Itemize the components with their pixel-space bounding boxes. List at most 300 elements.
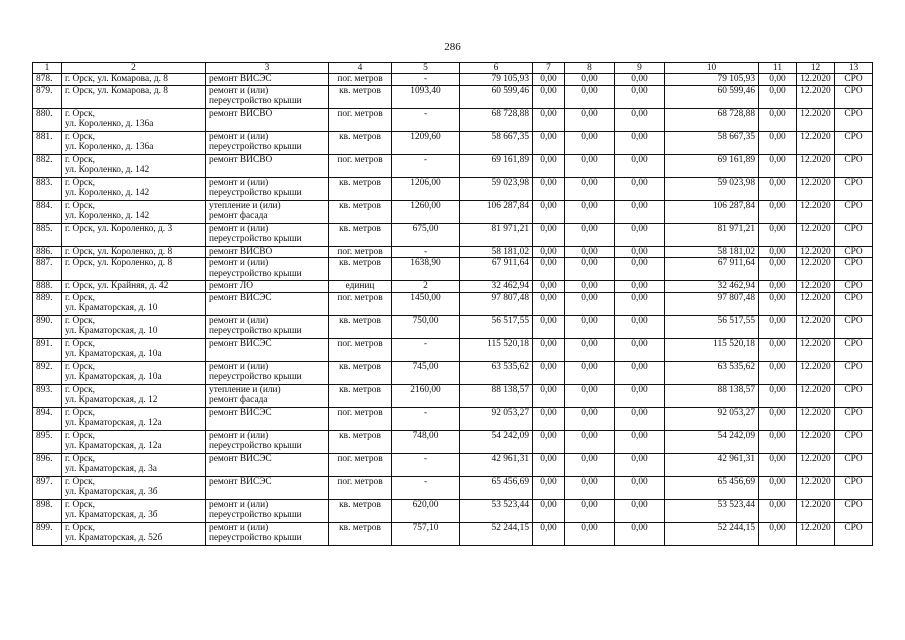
fund-other-cell: 0,00 (759, 154, 797, 177)
deadline-cell: 12.2020 (797, 223, 835, 246)
unit-cell: пог. метров (329, 108, 392, 131)
row-number-cell: 893. (33, 384, 62, 407)
cost-total-cell: 56 517,55 (460, 315, 533, 338)
row-number-cell: 890. (33, 315, 62, 338)
deadline-cell: 12.2020 (797, 361, 835, 384)
volume-cell: - (392, 154, 460, 177)
column-number-cell: 6 (460, 63, 533, 74)
column-number-cell: 3 (206, 63, 329, 74)
contractor-cell: СРО (835, 384, 873, 407)
fund-other-cell: 0,00 (759, 338, 797, 361)
address-cell: г. Орск, ул. Короленко, д. 8 (62, 246, 206, 258)
volume-cell: 757,10 (392, 522, 460, 545)
address-cell: г. Орск, ул. Короленко, д. 136а (62, 108, 206, 131)
fund-local-cell: 0,00 (615, 430, 665, 453)
cost-total-cell: 63 535,62 (460, 361, 533, 384)
unit-cell: пог. метров (329, 292, 392, 315)
column-number-cell: 12 (797, 63, 835, 74)
deadline-cell: 12.2020 (797, 281, 835, 293)
fund-federal-cell: 0,00 (533, 258, 565, 281)
row-number-cell: 888. (33, 281, 62, 293)
table-row (33, 499, 873, 522)
contractor-cell: СРО (835, 292, 873, 315)
work-type-cell: ремонт ВИСЭС (206, 74, 329, 86)
fund-regional-cell: 0,00 (565, 407, 615, 430)
row-number-cell: 879. (33, 85, 62, 108)
address-cell: г. Орск, ул. Комарова, д. 8 (62, 85, 206, 108)
unit-cell: пог. метров (329, 246, 392, 258)
fund-federal-cell: 0,00 (533, 476, 565, 499)
fund-local-cell: 0,00 (615, 522, 665, 545)
column-number-cell: 11 (759, 63, 797, 74)
address-cell: г. Орск, ул. Краматорская, д. 10 (62, 315, 206, 338)
row-number-cell: 891. (33, 338, 62, 361)
fund-other-cell: 0,00 (759, 177, 797, 200)
volume-cell: 1638,90 (392, 258, 460, 281)
work-type-cell: ремонт и (или) переустройство крыши (206, 499, 329, 522)
row-number-cell: 899. (33, 522, 62, 545)
contractor-cell: СРО (835, 246, 873, 258)
volume-cell: 1093,40 (392, 85, 460, 108)
fund-owners-cell: 115 520,18 (665, 338, 759, 361)
unit-cell: пог. метров (329, 74, 392, 86)
fund-local-cell: 0,00 (615, 154, 665, 177)
row-number-cell: 887. (33, 258, 62, 281)
table-row (33, 476, 873, 499)
deadline-cell: 12.2020 (797, 407, 835, 430)
address-cell: г. Орск, ул. Короленко, д. 142 (62, 177, 206, 200)
deadline-cell: 12.2020 (797, 258, 835, 281)
address-cell: г. Орск, ул. Краматорская, д. 12а (62, 407, 206, 430)
fund-regional-cell: 0,00 (565, 361, 615, 384)
row-number-cell: 896. (33, 453, 62, 476)
contractor-cell: СРО (835, 131, 873, 154)
fund-owners-cell: 59 023,98 (665, 177, 759, 200)
column-number-cell: 13 (835, 63, 873, 74)
address-cell: г. Орск, ул. Крайняя, д. 42 (62, 281, 206, 293)
deadline-cell: 12.2020 (797, 108, 835, 131)
contractor-cell: СРО (835, 258, 873, 281)
address-cell: г. Орск, ул. Короленко, д. 8 (62, 258, 206, 281)
contractor-cell: СРО (835, 476, 873, 499)
row-number-cell: 886. (33, 246, 62, 258)
fund-other-cell: 0,00 (759, 499, 797, 522)
address-cell: г. Орск, ул. Короленко, д. 136а (62, 131, 206, 154)
deadline-cell: 12.2020 (797, 338, 835, 361)
contractor-cell: СРО (835, 315, 873, 338)
row-number-cell: 894. (33, 407, 62, 430)
fund-local-cell: 0,00 (615, 338, 665, 361)
unit-cell: пог. метров (329, 453, 392, 476)
fund-local-cell: 0,00 (615, 384, 665, 407)
fund-owners-cell: 65 456,69 (665, 476, 759, 499)
fund-local-cell: 0,00 (615, 453, 665, 476)
unit-cell: кв. метров (329, 499, 392, 522)
fund-other-cell: 0,00 (759, 522, 797, 545)
fund-owners-cell: 52 244,15 (665, 522, 759, 545)
fund-federal-cell: 0,00 (533, 223, 565, 246)
work-type-cell: утепление и (или) ремонт фасада (206, 200, 329, 223)
cost-total-cell: 60 599,46 (460, 85, 533, 108)
fund-owners-cell: 88 138,57 (665, 384, 759, 407)
fund-other-cell: 0,00 (759, 131, 797, 154)
work-type-cell: ремонт и (или) переустройство крыши (206, 522, 329, 545)
fund-other-cell: 0,00 (759, 200, 797, 223)
address-cell: г. Орск, ул. Краматорская, д. 12 (62, 384, 206, 407)
fund-federal-cell: 0,00 (533, 154, 565, 177)
column-number-cell: 8 (565, 63, 615, 74)
cost-total-cell: 32 462,94 (460, 281, 533, 293)
unit-cell: кв. метров (329, 177, 392, 200)
fund-owners-cell: 79 105,93 (665, 74, 759, 86)
table-row (33, 85, 873, 108)
address-cell: г. Орск, ул. Короленко, д. 3 (62, 223, 206, 246)
cost-total-cell: 67 911,64 (460, 258, 533, 281)
deadline-cell: 12.2020 (797, 200, 835, 223)
volume-cell: 1260,00 (392, 200, 460, 223)
table-row (33, 200, 873, 223)
table-row (33, 131, 873, 154)
table-row (33, 361, 873, 384)
deadline-cell: 12.2020 (797, 453, 835, 476)
unit-cell: кв. метров (329, 258, 392, 281)
cost-total-cell: 88 138,57 (460, 384, 533, 407)
fund-owners-cell: 63 535,62 (665, 361, 759, 384)
work-type-cell: ремонт и (или) переустройство крыши (206, 315, 329, 338)
unit-cell: кв. метров (329, 200, 392, 223)
column-number-cell: 1 (33, 63, 62, 74)
table-row (33, 74, 873, 86)
fund-federal-cell: 0,00 (533, 407, 565, 430)
fund-federal-cell: 0,00 (533, 522, 565, 545)
work-type-cell: ремонт ВИСЭС (206, 407, 329, 430)
volume-cell: - (392, 338, 460, 361)
volume-cell: - (392, 108, 460, 131)
fund-regional-cell: 0,00 (565, 258, 615, 281)
deadline-cell: 12.2020 (797, 522, 835, 545)
fund-federal-cell: 0,00 (533, 338, 565, 361)
deadline-cell: 12.2020 (797, 292, 835, 315)
fund-local-cell: 0,00 (615, 200, 665, 223)
deadline-cell: 12.2020 (797, 154, 835, 177)
column-number-row (33, 63, 873, 74)
unit-cell: кв. метров (329, 384, 392, 407)
deadline-cell: 12.2020 (797, 499, 835, 522)
work-type-cell: ремонт и (или) переустройство крыши (206, 430, 329, 453)
volume-cell: 675,00 (392, 223, 460, 246)
fund-owners-cell: 58 667,35 (665, 131, 759, 154)
fund-other-cell: 0,00 (759, 453, 797, 476)
work-type-cell: ремонт и (или) переустройство крыши (206, 361, 329, 384)
fund-federal-cell: 0,00 (533, 74, 565, 86)
contractor-cell: СРО (835, 361, 873, 384)
address-cell: г. Орск, ул. Краматорская, д. 3б (62, 476, 206, 499)
row-number-cell: 880. (33, 108, 62, 131)
unit-cell: единиц (329, 281, 392, 293)
fund-other-cell: 0,00 (759, 292, 797, 315)
contractor-cell: СРО (835, 522, 873, 545)
cost-total-cell: 69 161,89 (460, 154, 533, 177)
fund-local-cell: 0,00 (615, 177, 665, 200)
fund-federal-cell: 0,00 (533, 281, 565, 293)
fund-owners-cell: 54 242,09 (665, 430, 759, 453)
address-cell: г. Орск, ул. Комарова, д. 8 (62, 74, 206, 86)
fund-federal-cell: 0,00 (533, 246, 565, 258)
fund-other-cell: 0,00 (759, 74, 797, 86)
cost-total-cell: 106 287,84 (460, 200, 533, 223)
column-number-cell: 4 (329, 63, 392, 74)
table-row (33, 246, 873, 258)
unit-cell: кв. метров (329, 315, 392, 338)
work-type-cell: ремонт и (или) переустройство крыши (206, 131, 329, 154)
work-type-cell: ремонт ВИСЭС (206, 338, 329, 361)
table-row (33, 522, 873, 545)
address-cell: г. Орск, ул. Короленко, д. 142 (62, 200, 206, 223)
volume-cell: - (392, 476, 460, 499)
row-number-cell: 892. (33, 361, 62, 384)
cost-total-cell: 79 105,93 (460, 74, 533, 86)
table-row (33, 453, 873, 476)
fund-regional-cell: 0,00 (565, 281, 615, 293)
fund-federal-cell: 0,00 (533, 200, 565, 223)
contractor-cell: СРО (835, 499, 873, 522)
deadline-cell: 12.2020 (797, 177, 835, 200)
cost-total-cell: 53 523,44 (460, 499, 533, 522)
row-number-cell: 884. (33, 200, 62, 223)
column-number-cell: 9 (615, 63, 665, 74)
work-type-cell: ремонт ВИСВО (206, 108, 329, 131)
fund-federal-cell: 0,00 (533, 108, 565, 131)
fund-local-cell: 0,00 (615, 131, 665, 154)
row-number-cell: 881. (33, 131, 62, 154)
unit-cell: кв. метров (329, 223, 392, 246)
fund-regional-cell: 0,00 (565, 223, 615, 246)
work-type-cell: ремонт ВИСЭС (206, 292, 329, 315)
fund-federal-cell: 0,00 (533, 85, 565, 108)
contractor-cell: СРО (835, 200, 873, 223)
fund-federal-cell: 0,00 (533, 384, 565, 407)
page-number: 286 (444, 41, 461, 53)
address-cell: г. Орск, ул. Краматорская, д. 3б (62, 499, 206, 522)
fund-other-cell: 0,00 (759, 281, 797, 293)
cost-total-cell: 58 667,35 (460, 131, 533, 154)
unit-cell: кв. метров (329, 522, 392, 545)
fund-federal-cell: 0,00 (533, 453, 565, 476)
fund-local-cell: 0,00 (615, 292, 665, 315)
table-row (33, 177, 873, 200)
volume-cell: 1209,60 (392, 131, 460, 154)
contractor-cell: СРО (835, 108, 873, 131)
column-number-cell: 2 (62, 63, 206, 74)
fund-regional-cell: 0,00 (565, 292, 615, 315)
fund-regional-cell: 0,00 (565, 338, 615, 361)
deadline-cell: 12.2020 (797, 85, 835, 108)
table-row (33, 338, 873, 361)
table-row (33, 258, 873, 281)
fund-other-cell: 0,00 (759, 315, 797, 338)
table-row (33, 108, 873, 131)
fund-local-cell: 0,00 (615, 499, 665, 522)
unit-cell: пог. метров (329, 476, 392, 499)
contractor-cell: СРО (835, 453, 873, 476)
address-cell: г. Орск, ул. Краматорская, д. 10а (62, 361, 206, 384)
work-type-cell: ремонт и (или) переустройство крыши (206, 223, 329, 246)
cost-total-cell: 81 971,21 (460, 223, 533, 246)
work-type-cell: ремонт ВИСЭС (206, 476, 329, 499)
address-cell: г. Орск, ул. Краматорская, д. 12а (62, 430, 206, 453)
table-row (33, 292, 873, 315)
fund-regional-cell: 0,00 (565, 246, 615, 258)
deadline-cell: 12.2020 (797, 74, 835, 86)
fund-owners-cell: 60 599,46 (665, 85, 759, 108)
fund-other-cell: 0,00 (759, 258, 797, 281)
fund-regional-cell: 0,00 (565, 522, 615, 545)
fund-other-cell: 0,00 (759, 384, 797, 407)
cost-total-cell: 59 023,98 (460, 177, 533, 200)
fund-owners-cell: 106 287,84 (665, 200, 759, 223)
fund-federal-cell: 0,00 (533, 131, 565, 154)
fund-other-cell: 0,00 (759, 361, 797, 384)
fund-owners-cell: 32 462,94 (665, 281, 759, 293)
row-number-cell: 897. (33, 476, 62, 499)
fund-federal-cell: 0,00 (533, 177, 565, 200)
fund-owners-cell: 69 161,89 (665, 154, 759, 177)
deadline-cell: 12.2020 (797, 384, 835, 407)
fund-local-cell: 0,00 (615, 476, 665, 499)
cost-total-cell: 54 242,09 (460, 430, 533, 453)
column-number-cell: 10 (665, 63, 759, 74)
fund-regional-cell: 0,00 (565, 177, 615, 200)
fund-local-cell: 0,00 (615, 315, 665, 338)
fund-other-cell: 0,00 (759, 476, 797, 499)
table-row (33, 430, 873, 453)
fund-regional-cell: 0,00 (565, 315, 615, 338)
work-type-cell: ремонт ВИСВО (206, 246, 329, 258)
fund-local-cell: 0,00 (615, 85, 665, 108)
table-row (33, 223, 873, 246)
row-number-cell: 895. (33, 430, 62, 453)
unit-cell: пог. метров (329, 338, 392, 361)
deadline-cell: 12.2020 (797, 131, 835, 154)
contractor-cell: СРО (835, 281, 873, 293)
fund-regional-cell: 0,00 (565, 453, 615, 476)
volume-cell: 620,00 (392, 499, 460, 522)
fund-other-cell: 0,00 (759, 407, 797, 430)
unit-cell: кв. метров (329, 430, 392, 453)
fund-local-cell: 0,00 (615, 223, 665, 246)
contractor-cell: СРО (835, 177, 873, 200)
column-number-cell: 5 (392, 63, 460, 74)
volume-cell: - (392, 407, 460, 430)
fund-other-cell: 0,00 (759, 246, 797, 258)
unit-cell: кв. метров (329, 85, 392, 108)
fund-federal-cell: 0,00 (533, 499, 565, 522)
fund-owners-cell: 58 181,02 (665, 246, 759, 258)
deadline-cell: 12.2020 (797, 430, 835, 453)
table-row (33, 384, 873, 407)
fund-owners-cell: 56 517,55 (665, 315, 759, 338)
contractor-cell: СРО (835, 338, 873, 361)
fund-regional-cell: 0,00 (565, 154, 615, 177)
cost-total-cell: 68 728,88 (460, 108, 533, 131)
fund-local-cell: 0,00 (615, 258, 665, 281)
fund-regional-cell: 0,00 (565, 108, 615, 131)
unit-cell: кв. метров (329, 131, 392, 154)
unit-cell: пог. метров (329, 407, 392, 430)
row-number-cell: 883. (33, 177, 62, 200)
fund-local-cell: 0,00 (615, 108, 665, 131)
fund-regional-cell: 0,00 (565, 131, 615, 154)
work-type-cell: ремонт и (или) переустройство крыши (206, 258, 329, 281)
fund-regional-cell: 0,00 (565, 430, 615, 453)
work-type-cell: ремонт и (или) переустройство крыши (206, 85, 329, 108)
contractor-cell: СРО (835, 223, 873, 246)
fund-owners-cell: 97 807,48 (665, 292, 759, 315)
deadline-cell: 12.2020 (797, 246, 835, 258)
unit-cell: кв. метров (329, 361, 392, 384)
fund-local-cell: 0,00 (615, 246, 665, 258)
fund-regional-cell: 0,00 (565, 384, 615, 407)
address-cell: г. Орск, ул. Краматорская, д. 3а (62, 453, 206, 476)
fund-federal-cell: 0,00 (533, 315, 565, 338)
column-number-cell: 7 (533, 63, 565, 74)
fund-local-cell: 0,00 (615, 74, 665, 86)
address-cell: г. Орск, ул. Краматорская, д. 10а (62, 338, 206, 361)
row-number-cell: 898. (33, 499, 62, 522)
work-type-cell: утепление и (или) ремонт фасада (206, 384, 329, 407)
volume-cell: 1450,00 (392, 292, 460, 315)
row-number-cell: 878. (33, 74, 62, 86)
fund-owners-cell: 81 971,21 (665, 223, 759, 246)
fund-other-cell: 0,00 (759, 430, 797, 453)
address-cell: г. Орск, ул. Короленко, д. 142 (62, 154, 206, 177)
fund-regional-cell: 0,00 (565, 85, 615, 108)
fund-regional-cell: 0,00 (565, 74, 615, 86)
cost-total-cell: 58 181,02 (460, 246, 533, 258)
volume-cell: 2 (392, 281, 460, 293)
fund-regional-cell: 0,00 (565, 499, 615, 522)
cost-total-cell: 42 961,31 (460, 453, 533, 476)
work-type-cell: ремонт и (или) переустройство крыши (206, 177, 329, 200)
address-cell: г. Орск, ул. Краматорская, д. 52б (62, 522, 206, 545)
fund-owners-cell: 53 523,44 (665, 499, 759, 522)
deadline-cell: 12.2020 (797, 476, 835, 499)
cost-total-cell: 115 520,18 (460, 338, 533, 361)
cost-total-cell: 92 053,27 (460, 407, 533, 430)
fund-other-cell: 0,00 (759, 223, 797, 246)
volume-cell: 2160,00 (392, 384, 460, 407)
fund-owners-cell: 67 911,64 (665, 258, 759, 281)
fund-owners-cell: 68 728,88 (665, 108, 759, 131)
work-type-cell: ремонт ВИСЭС (206, 453, 329, 476)
contractor-cell: СРО (835, 74, 873, 86)
table-row (33, 281, 873, 293)
fund-federal-cell: 0,00 (533, 361, 565, 384)
fund-other-cell: 0,00 (759, 108, 797, 131)
row-number-cell: 885. (33, 223, 62, 246)
row-number-cell: 889. (33, 292, 62, 315)
table-row (33, 154, 873, 177)
volume-cell: 745,00 (392, 361, 460, 384)
cost-total-cell: 65 456,69 (460, 476, 533, 499)
table-row (33, 315, 873, 338)
table-row (33, 407, 873, 430)
address-cell: г. Орск, ул. Краматорская, д. 10 (62, 292, 206, 315)
unit-cell: пог. метров (329, 154, 392, 177)
contractor-cell: СРО (835, 430, 873, 453)
volume-cell: - (392, 453, 460, 476)
fund-local-cell: 0,00 (615, 281, 665, 293)
